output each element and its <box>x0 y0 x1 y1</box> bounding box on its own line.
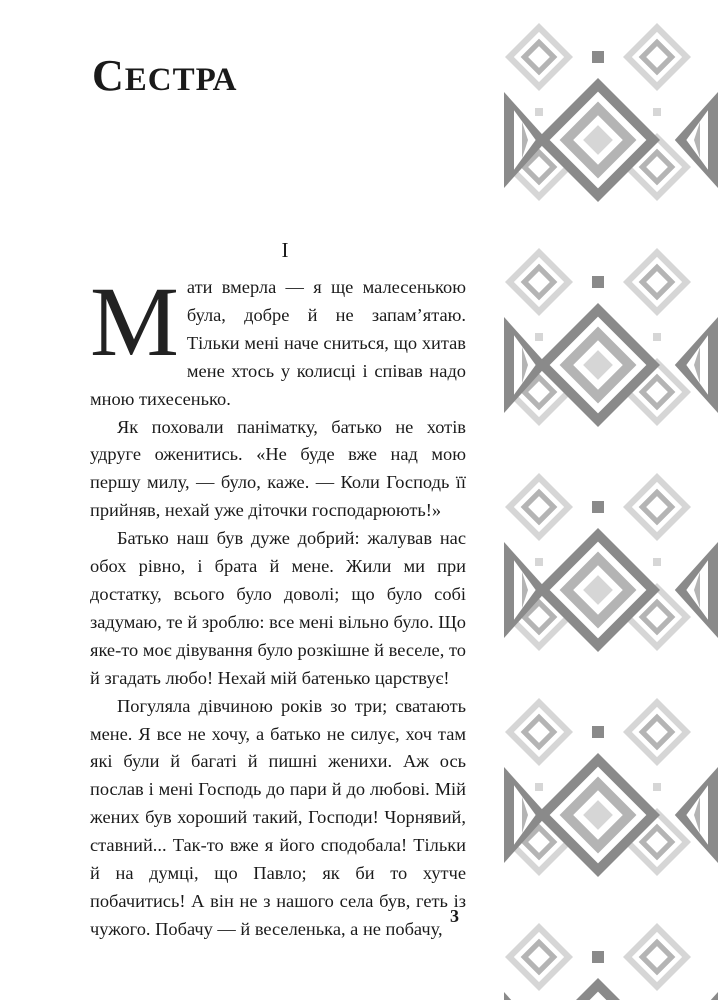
square-mark <box>535 333 543 341</box>
first-paragraph <box>90 266 466 414</box>
square-mark <box>592 276 604 288</box>
paragraph: Батько наш був дуже добрий: жалував нас обох рівно, і брата й мене. Жили ми при достатку, всього було доволі; що було собі задумаю, те й зроблю: все мені вільно було. Що яке-то моє дівування було розкішне й веселе, то й згадать любо! Нехай мій батенько царствує! <box>90 528 466 688</box>
square-mark <box>592 51 604 63</box>
page-title <box>92 52 237 104</box>
drop-cap: М <box>90 266 179 377</box>
title-rest: ЕСТРА <box>124 62 238 98</box>
square-mark <box>653 783 661 791</box>
title-initial: С <box>92 51 125 100</box>
square-mark <box>535 558 543 566</box>
square-mark <box>535 108 543 116</box>
square-mark <box>653 558 661 566</box>
square-mark <box>592 951 604 963</box>
body-text <box>90 266 466 944</box>
paragraph: Як поховали паніматку, батько не хотів удруге оженитись. «Не буде вже над мою першу милу, — було, каже. — Коли Господь її прийняв, нехай уже діточки господарюють!» <box>90 416 466 521</box>
paragraph: Погуляла дівчиною років зо три; сватають мене. Я все не хочу, а батько не силує, хоч там які були й багаті й пишні женихи. Аж ось послав і мені Господь до пари й до любові. Мій жених був хороший такий, Господи! Чорнявий, ставний... Так-то вже я його сподобала! Тільки й на думці, що Павло; як би то хутче побачитись! А він не з нашого села був, геть із чужого. Побачу — й веселенька, а не побачу, <box>90 695 466 939</box>
decorative-border <box>494 0 728 1000</box>
page-number: 3 <box>450 906 459 926</box>
first-paragraph-text: ати вмерла — я ще малесенькою була, добре й не запам’ятаю. Тільки мені наче сниться, що хитав мене хтось у колисці і співав надо мною тихесенько. <box>90 277 466 409</box>
chapter-number: I <box>281 238 289 262</box>
square-mark <box>535 783 543 791</box>
square-mark <box>653 333 661 341</box>
square-mark <box>592 501 604 513</box>
square-mark <box>653 108 661 116</box>
square-mark <box>592 726 604 738</box>
